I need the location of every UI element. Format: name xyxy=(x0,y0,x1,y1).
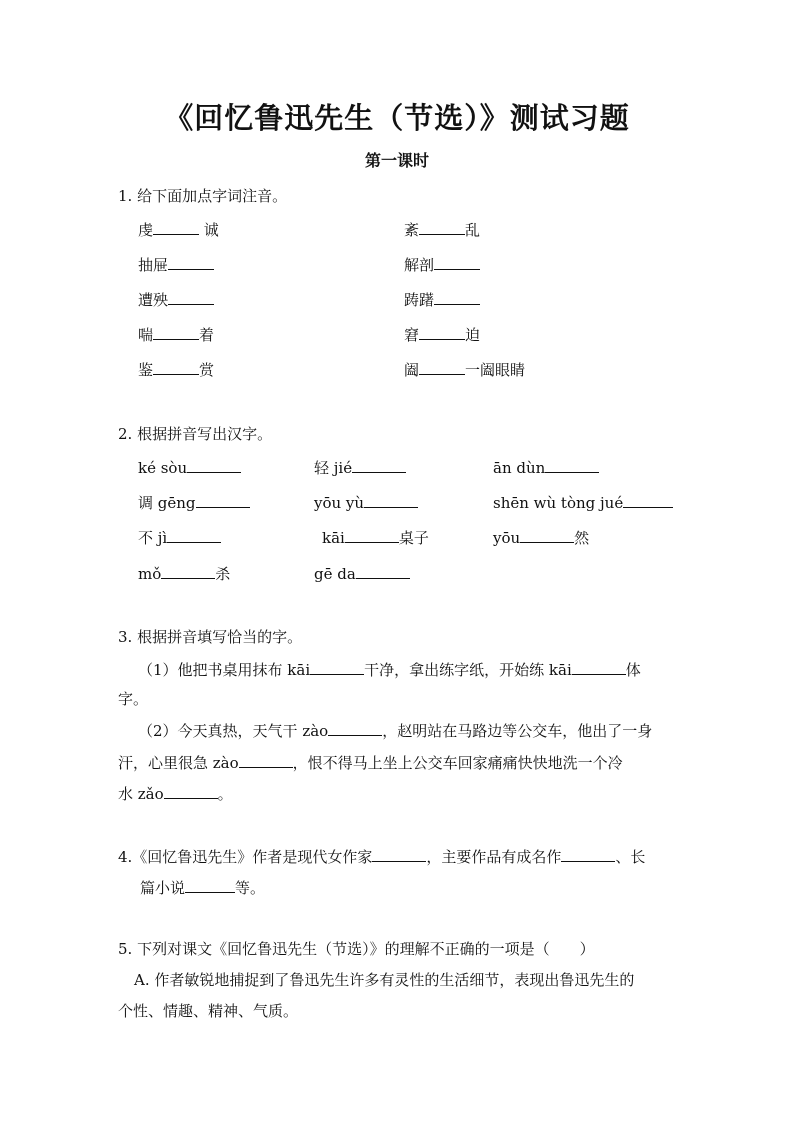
q3-sentence-2: （2）今天真热，天气干 zào ，赵明站在马路边等公交车，他出了一身 xyxy=(138,722,653,740)
q2-item-6: shēn wù tòng jué xyxy=(493,492,673,513)
q2-item-10: mǒ 杀 xyxy=(138,565,231,583)
page-subtitle: 第一课时 xyxy=(364,151,429,170)
q1-item-1-left: 虔 诚 xyxy=(138,221,219,239)
q1-item-5-left: 鉴 赏 xyxy=(138,361,215,379)
q2-item-3: ān dùn xyxy=(493,457,599,478)
q1-item-4-right: 窘 迫 xyxy=(404,326,481,344)
q1-item-3-right: 踌躇 xyxy=(404,289,480,310)
q2-item-7: 不 jì xyxy=(138,527,221,548)
q1-item-4-left: 喘 着 xyxy=(138,326,215,344)
q1-item-1-right: 紊 乱 xyxy=(404,221,481,239)
q1-prompt: 1. 给下面加点字词注音。 xyxy=(118,187,288,205)
q1-item-3-left: 遭殃 xyxy=(138,289,214,310)
q5-option-a: A. 作者敏锐地捕捉到了鲁迅先生许多有灵性的生活细节，表现出鲁迅先生的 xyxy=(134,971,635,989)
q1-item-2-right: 解剖 xyxy=(404,254,480,275)
page-title: 《回忆鲁迅先生（节选）》测试习题 xyxy=(164,101,630,135)
q5-prompt: 5. 下列对课文《回忆鲁迅先生（节选）》的理解不正确的一项是（ ） xyxy=(118,940,595,958)
q3-sentence-1-cont: 字。 xyxy=(118,690,149,708)
q5-option-a-cont: 个性、情趣、精神、气质。 xyxy=(118,1002,299,1020)
q2-item-2: 轻 jié xyxy=(314,457,406,478)
q4-line-2: 篇小说 等。 xyxy=(140,879,266,897)
q2-item-9: yōu 然 xyxy=(493,529,590,547)
q3-sentence-2-cont: 汗，心里很急 zào ，恨不得马上坐上公交车回家痛痛快快地洗一个冷 xyxy=(118,754,623,772)
q2-item-11: gē da xyxy=(314,563,410,584)
q2-item-1: ké sòu xyxy=(138,457,241,478)
q3-prompt: 3. 根据拼音填写恰当的字。 xyxy=(118,628,303,646)
q1-item-2-left: 抽屉 xyxy=(138,254,214,275)
q3-sentence-2-end: 水 zǎo 。 xyxy=(118,785,233,803)
q2-prompt: 2. 根据拼音写出汉字。 xyxy=(118,425,273,443)
q2-item-4: 调 gēng xyxy=(138,492,250,513)
q2-item-8: kāi 桌子 xyxy=(322,529,429,547)
q3-sentence-1: （1）他把书桌用抹布 kāi 干净，拿出练字纸，开始练 kāi 体 xyxy=(138,661,641,679)
q1-item-5-right: 阖 一阖眼睛 xyxy=(404,361,526,379)
q4-line-1: 4.《回忆鲁迅先生》作者是现代女作家 ，主要作品有成名作 、长 xyxy=(118,848,646,866)
q2-item-5: yōu yù xyxy=(314,492,418,513)
